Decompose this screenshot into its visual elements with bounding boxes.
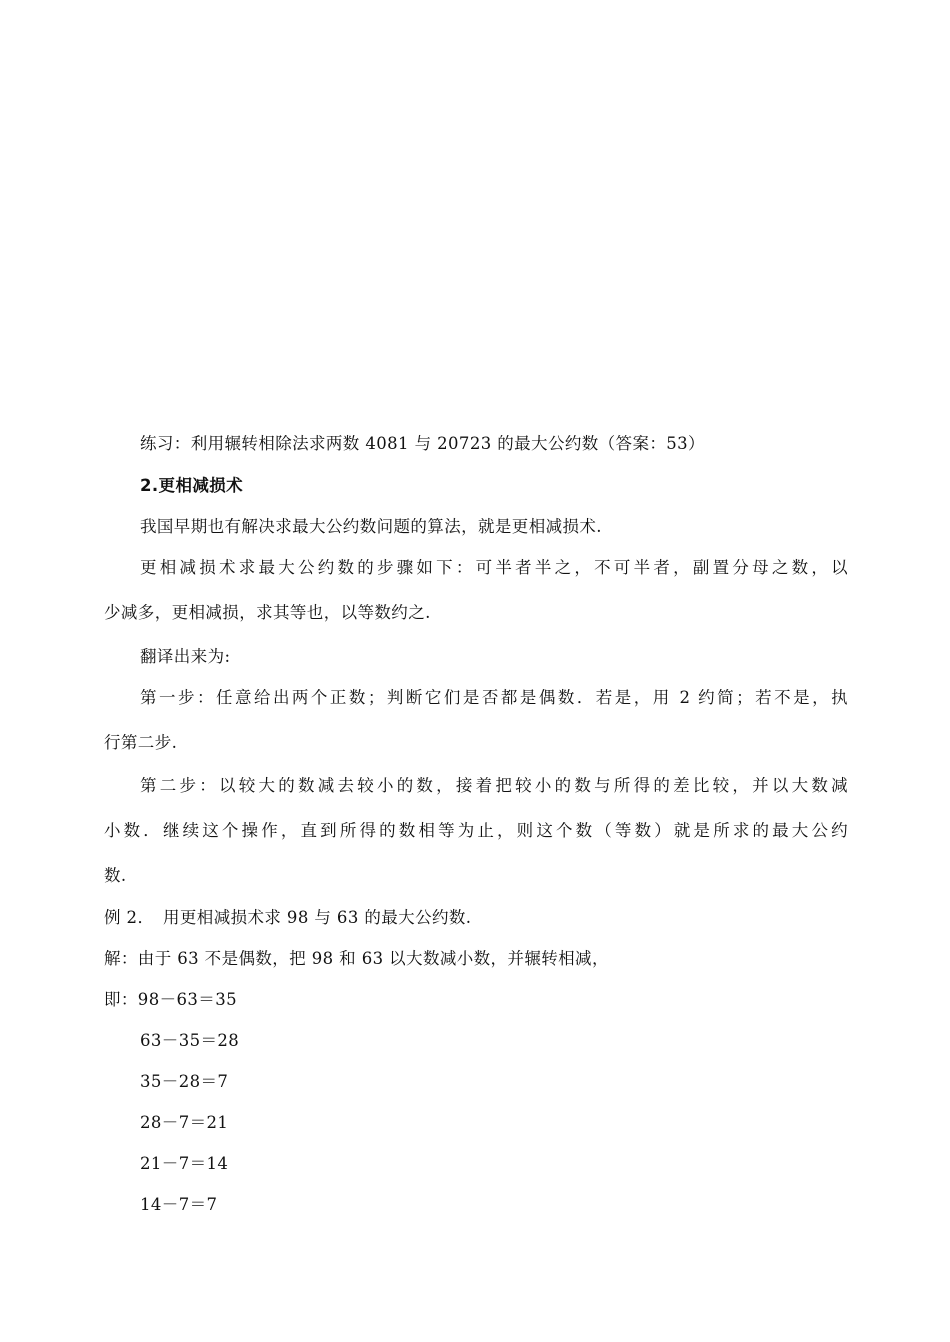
translation-intro: 翻译出来为:: [140, 647, 231, 666]
exercise-text: 练习：利用辗转相除法求两数 4081 与 20723 的最大公约数（答案：53）: [140, 434, 705, 453]
step2-line-2: 小数．继续这个操作，直到所得的数相等为止，则这个数（等数）就是所求的最大公约: [104, 821, 848, 840]
intro-paragraph: 我国早期也有解决求最大公约数问题的算法，就是更相减损术.: [140, 517, 602, 536]
equation-line-6: 14－7＝7: [140, 1195, 218, 1214]
step1-line-2: 行第二步.: [104, 733, 178, 752]
equation-line-1: 即：98－63＝35: [104, 990, 237, 1009]
equation-line-4: 28－7＝21: [140, 1113, 229, 1132]
section-heading: 2.更相减损术: [140, 476, 244, 495]
solution-intro: 解：由于 63 不是偶数，把 98 和 63 以大数减小数，并辗转相减，: [104, 949, 609, 968]
step2-line-3: 数.: [104, 866, 127, 885]
step1-line-1: 第一步：任意给出两个正数；判断它们是否都是偶数．若是，用 2 约简；若不是，执: [140, 688, 848, 707]
equation-line-2: 63－35＝28: [140, 1031, 240, 1050]
steps-paragraph-line-1: 更相减损术求最大公约数的步骤如下：可半者半之，不可半者，副置分母之数，以: [140, 558, 848, 577]
steps-paragraph-line-2: 少减多，更相减损，求其等也，以等数约之.: [104, 603, 431, 622]
equation-line-5: 21－7＝14: [140, 1154, 229, 1173]
step2-line-1: 第二步：以较大的数减去较小的数，接着把较小的数与所得的差比较，并以大数减: [140, 776, 848, 795]
equation-line-3: 35－28＝7: [140, 1072, 229, 1091]
example-title: 例 2． 用更相减损术求 98 与 63 的最大公约数.: [104, 908, 472, 927]
